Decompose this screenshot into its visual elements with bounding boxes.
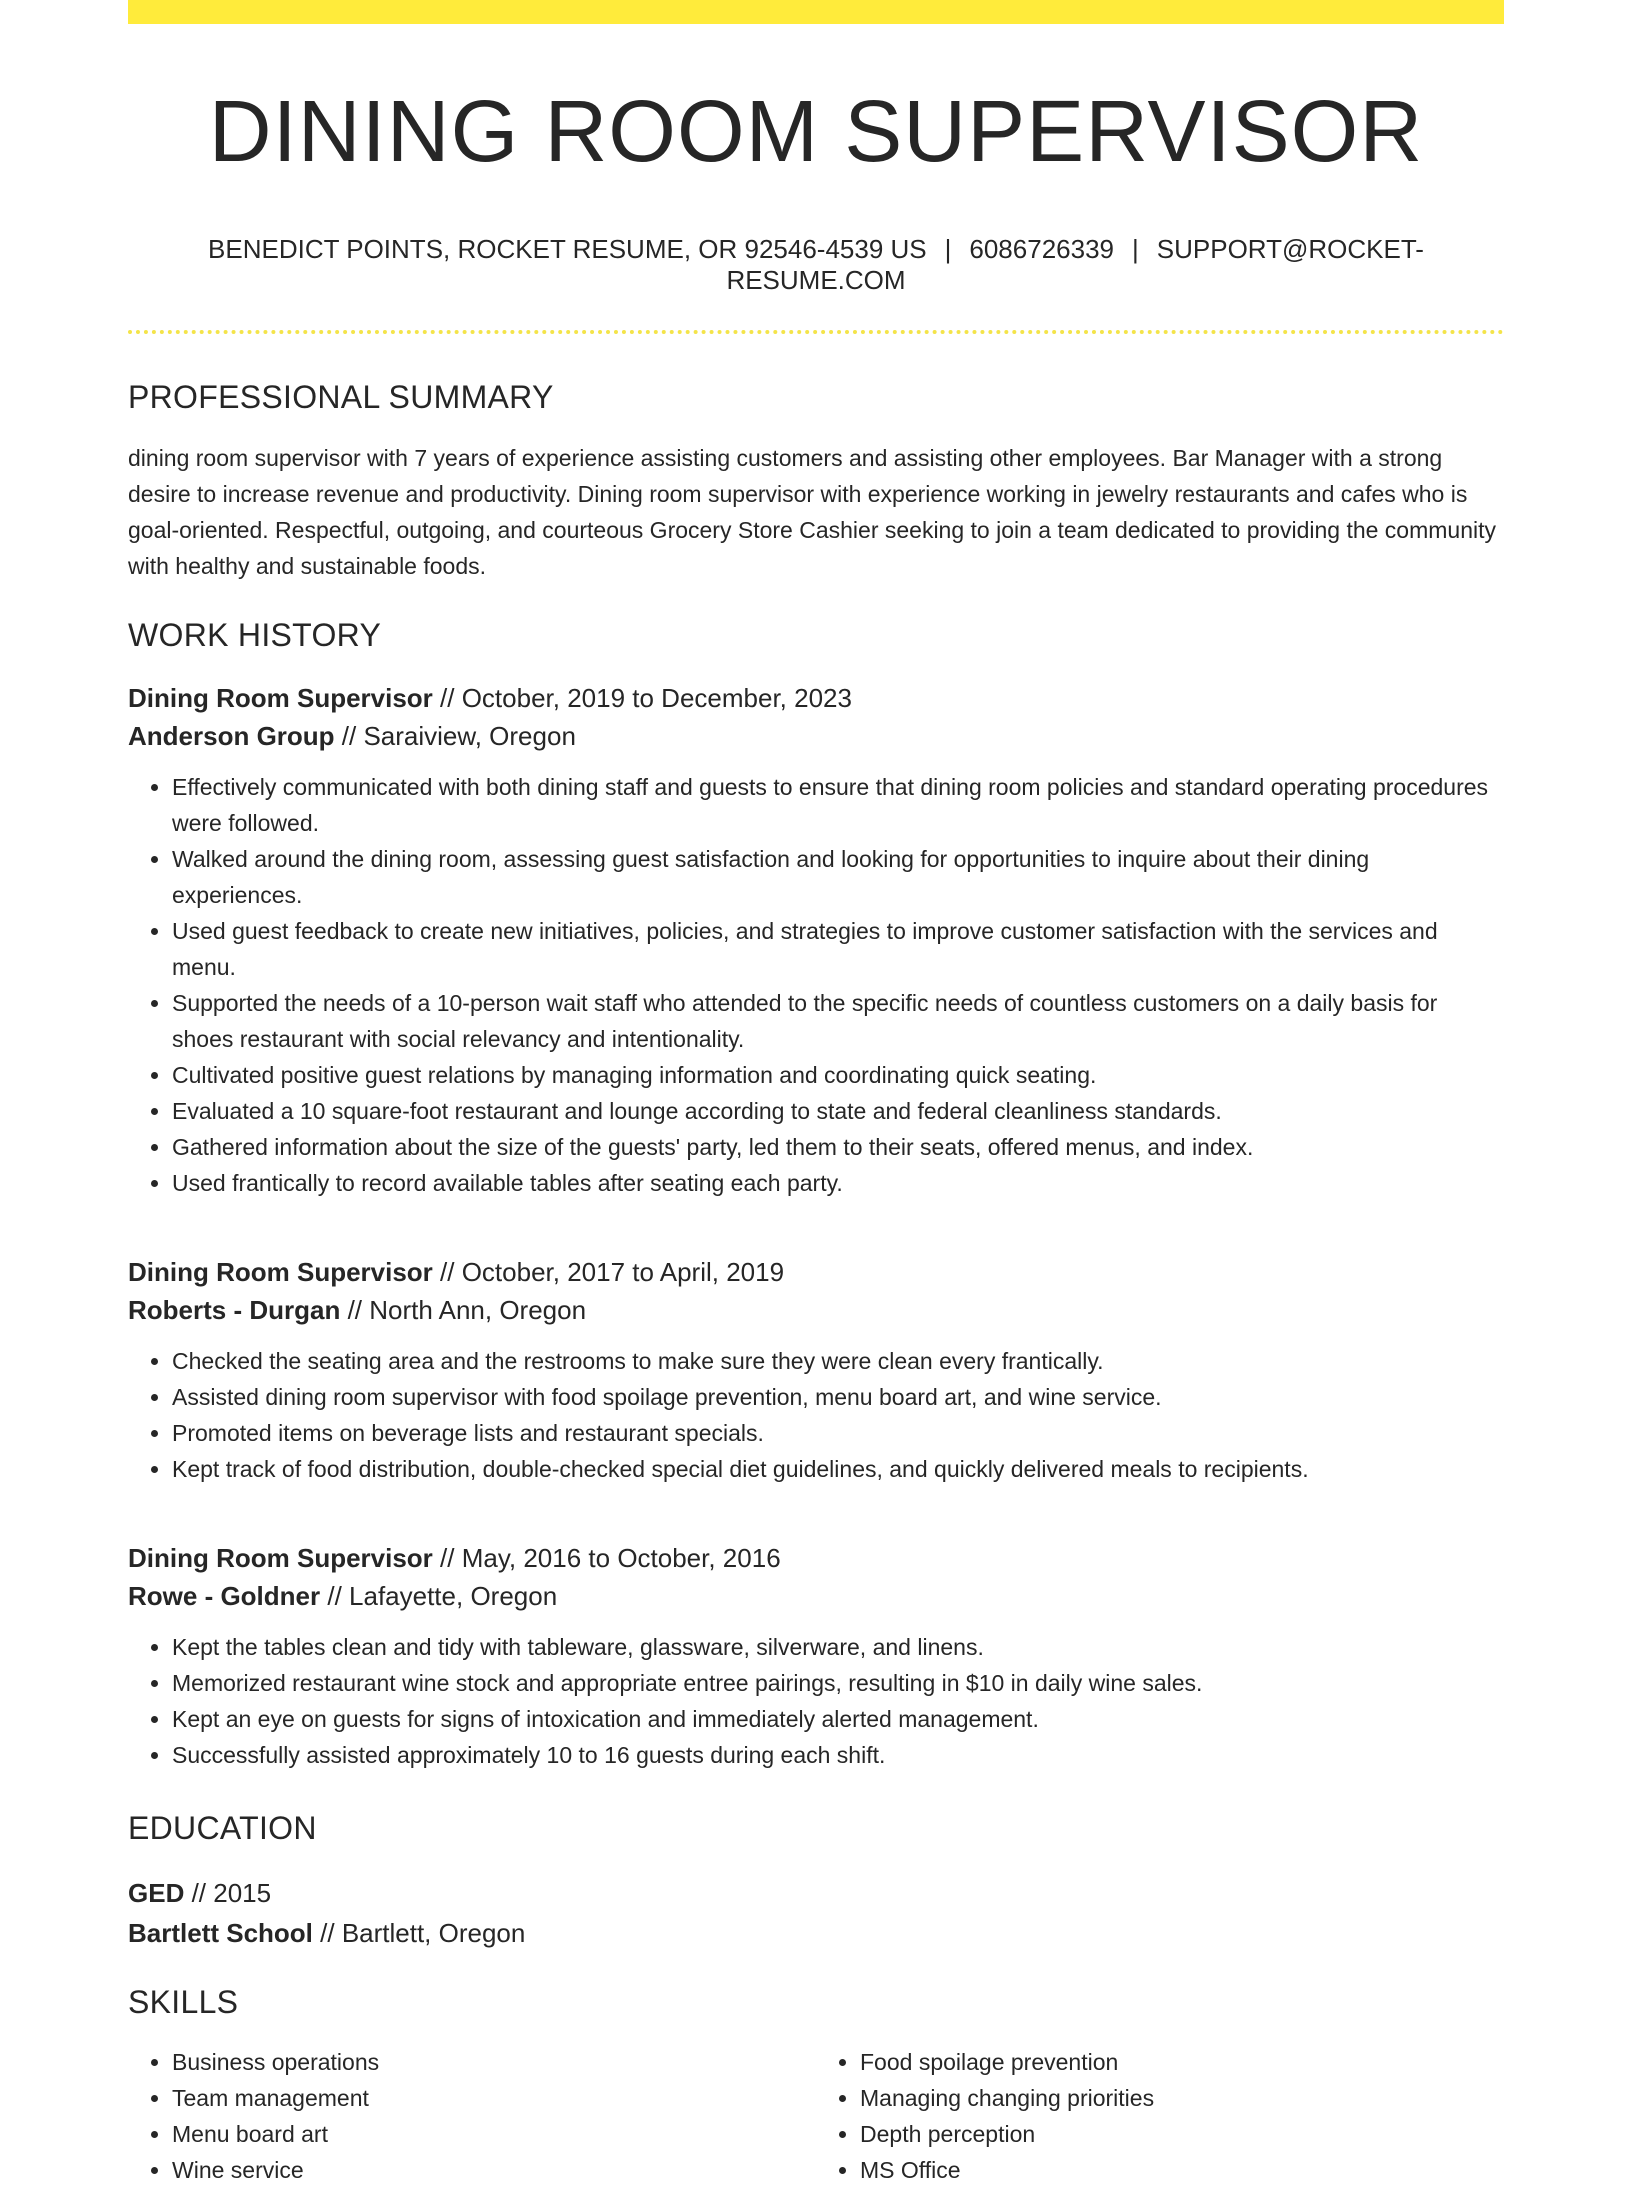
dotted-divider bbox=[128, 330, 1504, 334]
education-location: // Bartlett, Oregon bbox=[312, 1918, 526, 1949]
job-location: // Lafayette, Oregon bbox=[320, 1580, 558, 1611]
skill-item: • Business operations bbox=[172, 2044, 816, 2080]
skills-grid bbox=[128, 2044, 1504, 2188]
job-company-line bbox=[128, 1291, 1504, 1329]
job-bullet-list bbox=[128, 769, 1504, 1201]
skill-item: • Team management bbox=[172, 2080, 816, 2116]
list-item: • Effectively communicated with both dining staff and guests to ensure that dining room policies and standard operating procedures were followed. bbox=[172, 769, 1504, 841]
list-item: • Cultivated positive guest relations by managing information and coordinating quick seating. bbox=[172, 1057, 1504, 1093]
education-degree: GED bbox=[128, 1878, 185, 1909]
job-location: // Saraiview, Oregon bbox=[334, 720, 576, 751]
job-dates: // October, 2017 to April, 2019 bbox=[432, 1256, 785, 1287]
job-dates: // October, 2019 to December, 2023 bbox=[432, 682, 852, 713]
summary-paragraph: dining room supervisor with 7 years of experience assisting customers and assisting other employees. Bar Manager with a strong desire to increase revenue and productivity. Dining room supervisor with experience working in jewelry restaurants and cafes who is goal-oriented. Respectful, outgoing, and courteous Grocery Store Cashier seeking to join a team dedicated to providing the community with healthy and sustainable foods. bbox=[128, 445, 1496, 580]
job-title-line bbox=[128, 1539, 1504, 1577]
list-item: • Promoted items on beverage lists and restaurant specials. bbox=[172, 1415, 1504, 1451]
contact-phone: 6086726339 bbox=[969, 233, 1114, 264]
section-heading-summary: PROFESSIONAL SUMMARY bbox=[128, 379, 554, 416]
skill-item: • MS Office bbox=[860, 2152, 1504, 2188]
education-school: Bartlett School bbox=[128, 1918, 313, 1949]
resume-page bbox=[128, 0, 1504, 2188]
job-entry bbox=[128, 679, 1504, 755]
section-heading-education: EDUCATION bbox=[128, 1809, 317, 1846]
skill-item: • Menu board art bbox=[172, 2116, 816, 2152]
job-company: Roberts - Durgan bbox=[128, 1294, 341, 1325]
contact-separator: | bbox=[1132, 233, 1139, 264]
skills-column-left bbox=[128, 2044, 816, 2188]
skills-column-right bbox=[816, 2044, 1504, 2188]
accent-top-bar bbox=[128, 0, 1504, 24]
job-company: Anderson Group bbox=[128, 720, 335, 751]
job-title: Dining Room Supervisor bbox=[128, 682, 433, 713]
education-degree-line bbox=[128, 1873, 1504, 1913]
list-item: • Gathered information about the size of the guests' party, led them to their seats, offered menus, and index. bbox=[172, 1129, 1504, 1165]
job-entry bbox=[128, 1253, 1504, 1329]
education-school-line bbox=[128, 1913, 1504, 1953]
list-item: • Successfully assisted approximately 10 to 16 guests during each shift. bbox=[172, 1737, 1504, 1773]
job-company-line bbox=[128, 1577, 1504, 1615]
section-heading-skills: SKILLS bbox=[128, 1984, 239, 2021]
job-title: Dining Room Supervisor bbox=[128, 1542, 433, 1573]
contact-address: BENEDICT POINTS, ROCKET RESUME, OR 92546-4539 US bbox=[208, 233, 927, 264]
list-item: • Walked around the dining room, assessing guest satisfaction and looking for opportunities to inquire about their dining experiences. bbox=[172, 841, 1504, 913]
job-title-line bbox=[128, 1253, 1504, 1291]
contact-email: SUPPORT@ROCKET-RESUME.COM bbox=[726, 233, 1424, 295]
skill-item: • Managing changing priorities bbox=[860, 2080, 1504, 2116]
list-item: • Kept an eye on guests for signs of intoxication and immediately alerted management. bbox=[172, 1701, 1504, 1737]
education-entry bbox=[128, 1873, 1504, 1953]
list-item: • Kept track of food distribution, double-checked special diet guidelines, and quickly delivered meals to recipients. bbox=[172, 1451, 1504, 1487]
section-heading-work-history: WORK HISTORY bbox=[128, 617, 382, 654]
job-dates: // May, 2016 to October, 2016 bbox=[432, 1542, 781, 1573]
contact-line bbox=[128, 234, 1504, 296]
job-bullet-list bbox=[128, 1343, 1504, 1487]
skill-item: • Food spoilage prevention bbox=[860, 2044, 1504, 2080]
job-title-line bbox=[128, 679, 1504, 717]
skill-item: • Depth perception bbox=[860, 2116, 1504, 2152]
skill-item: • Wine service bbox=[172, 2152, 816, 2188]
education-year: // 2015 bbox=[184, 1878, 272, 1909]
list-item: • Supported the needs of a 10-person wait staff who attended to the specific needs of countless customers on a daily basis for shoes restaurant with social relevancy and intentionality. bbox=[172, 985, 1504, 1057]
job-location: // North Ann, Oregon bbox=[340, 1294, 587, 1325]
list-item: • Memorized restaurant wine stock and appropriate entree pairings, resulting in $10 in daily wine sales. bbox=[172, 1665, 1504, 1701]
job-entry bbox=[128, 1539, 1504, 1615]
job-company-line bbox=[128, 717, 1504, 755]
list-item: • Evaluated a 10 square-foot restaurant and lounge according to state and federal cleanliness standards. bbox=[172, 1093, 1504, 1129]
list-item: • Used guest feedback to create new initiatives, policies, and strategies to improve customer satisfaction with the services and menu. bbox=[172, 913, 1504, 985]
list-item: • Checked the seating area and the restrooms to make sure they were clean every frantically. bbox=[172, 1343, 1504, 1379]
list-item: • Kept the tables clean and tidy with tableware, glassware, silverware, and linens. bbox=[172, 1629, 1504, 1665]
contact-separator: | bbox=[944, 233, 952, 264]
job-company: Rowe - Goldner bbox=[128, 1580, 321, 1611]
job-bullet-list bbox=[128, 1629, 1504, 1773]
resume-name-heading: DINING ROOM SUPERVISOR bbox=[208, 83, 1424, 180]
list-item: • Used frantically to record available tables after seating each party. bbox=[172, 1165, 1504, 1201]
list-item: • Assisted dining room supervisor with food spoilage prevention, menu board art, and wine service. bbox=[172, 1379, 1504, 1415]
job-title: Dining Room Supervisor bbox=[128, 1256, 433, 1287]
